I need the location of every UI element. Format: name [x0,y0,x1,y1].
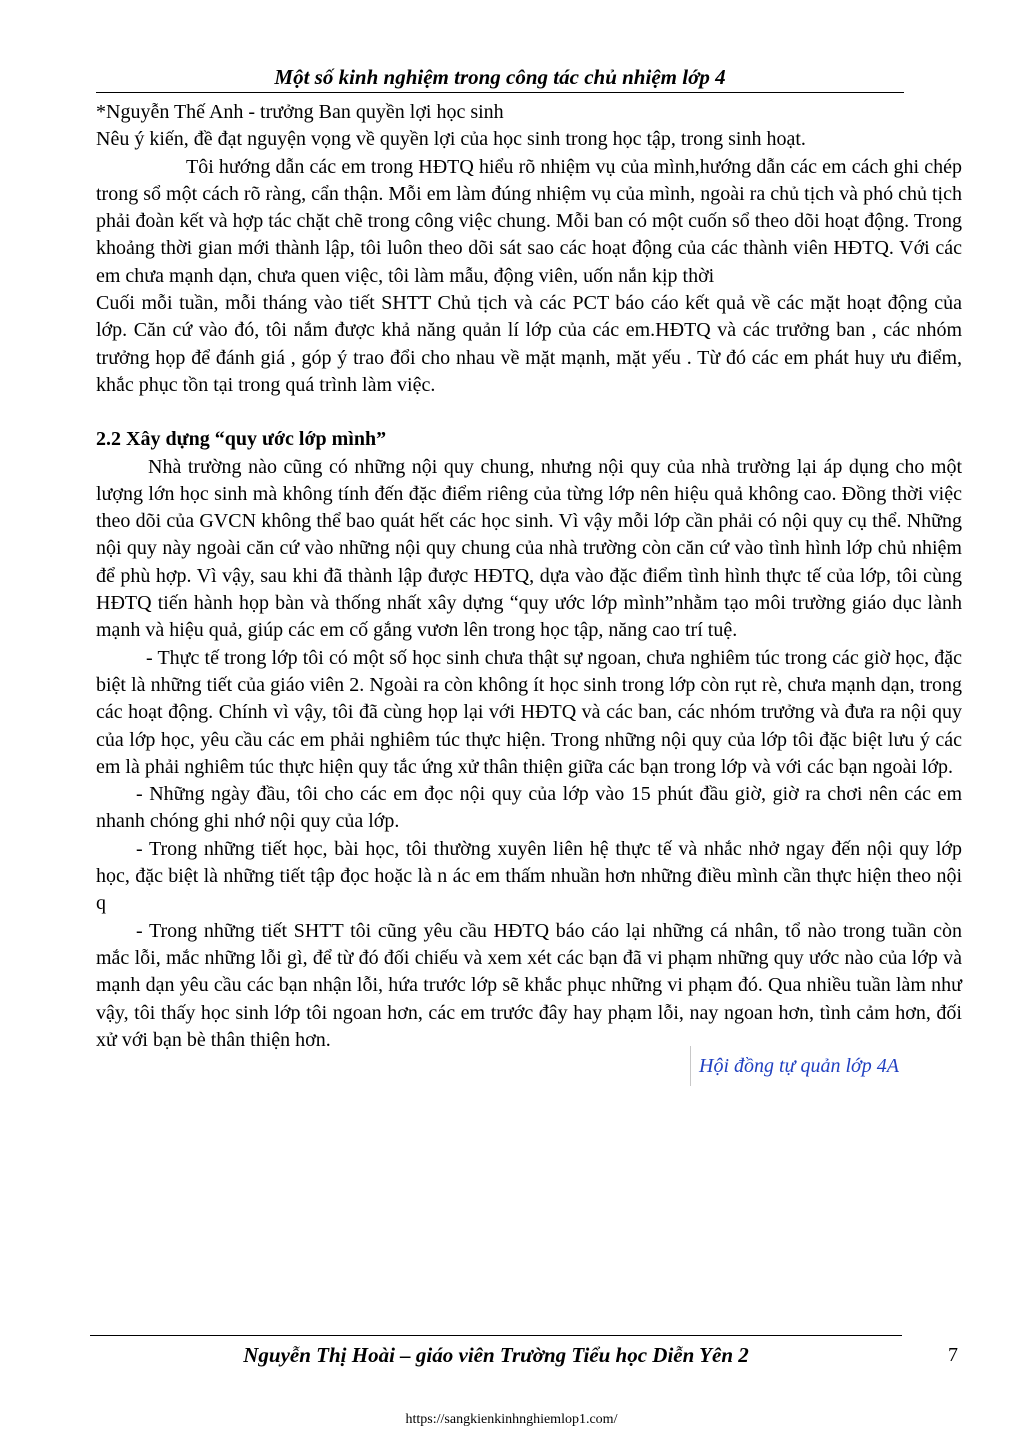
page-number: 7 [948,1344,958,1366]
page-header-title: Một số kinh nghiệm trong công tác chủ nhiệm lớp 4 [274,65,726,89]
paragraph-guidance: Tôi hướng dẫn các em trong HĐTQ hiểu rõ nhiệm vụ của mình,hướng dẫn các em cách ghi chép trong sổ một cách rõ ràng, cẩn thận. Mỗi em làm đúng nhiệm vụ của mình, ngoài ra chủ tịch và phó chủ tịch phải đoàn kết và hợp tác chặt chẽ trong công việc chung. Mỗi ban có một cuốn sổ theo dõi hoạt động. Trong khoảng thời gian mới thành lập, tôi luôn theo dõi sát sao các hoạt động của các thành viên HĐTQ. Với các em chưa mạnh dạn, chưa quen việc, tôi làm mẫu, động viên, uốn nắn kịp thời [96,155,962,287]
image-caption-callout: Hội đồng tự quản lớp 4A [690,1046,930,1086]
paragraph-first-days: - Những ngày đầu, tôi cho các em đọc nội quy của lớp vào 15 phút đầu giờ, giờ ra chơi nên các em nhanh chóng ghi nhớ nội quy của lớp. [96,783,962,833]
paragraph-lessons [96,836,962,918]
paragraph-shtt: - Trong những tiết SHTT tôi cũng yêu cầu HĐTQ báo cáo lại những cá nhân, tổ nào trong tuần còn mắc lỗi, mắc những lỗi gì, để từ đó đối chiếu và xem xét các bạn đã vi phạm những quy ước nào của lớp và mạnh dạn yêu cầu các bạn nhận lỗi, hứa trước lớp sẽ khắc phục những vi phạm đó. Qua nhiều tuần làm như vậy, tôi thấy học sinh lớp tôi ngoan hơn, các em trước đây hay phạm lỗi, nay ngoan hơn, tình cảm hơn, đối xử với bạn bè thân thiện hơn. [96,919,962,1051]
source-url: https://sangkienkinhnghiemlop1.com/ [405,1412,618,1427]
paragraph-weekly-report: Cuối mỗi tuần, mỗi tháng vào tiết SHTT Chủ tịch và các PCT báo cáo kết quả về các mặt hoạt động của lớp. Căn cứ vào đó, tôi nắm được khả năng quản lí lớp của các em.HĐTQ và các trưởng ban , các nhóm trưởng họp để đánh giá , góp ý trao đổi cho nhau về mặt mạnh, mặt yếu . Từ đó các em phát huy ưu điểm, khắc phục tồn tại trong quá trình làm việc. [96,292,962,396]
document-body [96,99,962,1054]
header-rule [96,92,904,93]
paragraph-school-rules: Nhà trường nào cũng có những nội quy chung, nhưng nội quy của nhà trường lại áp dụng cho một lượng lớn học sinh mà không tính đến đặc điểm riêng của từng lớp nên hiệu quả không cao. Đồng thời việc theo dõi của GVCN không thể bao quát hết các học sinh. Vì vậy mỗi lớp cần phải có nội quy cụ thể. Những nội quy này ngoài căn cứ vào những nội quy chung của nhà trường còn căn cứ vào tình hình lớp chủ nhiệm để phù hợp. Vì vậy, sau khi đã thành lập được HĐTQ, dựa vào đặc điểm tình hình thực tế của lớp, tôi cùng HĐTQ tiến hành họp bàn và thống nhất xây dựng “quy ước lớp mình”nhằm tạo môi trường giáo dục lành mạnh và hiệu quả, giúp các em cố gắng vươn lên trong học tập, năng cao trí tuệ. [96,455,962,642]
lessons-text-start: - Trong những tiết học, bài học, tôi thường xuyên liên hệ thực tế và nhắc nhở ngay đến nội quy lớp học, đặc biệt là những tiết tập đọc hoặc là n [96,837,962,888]
paragraph-duty: Nêu ý kiến, đề đạt nguyện vọng về quyền lợi của học sinh trong học tập, trong sinh hoạt. [96,128,806,151]
footer-author: Nguyễn Thị Hoài – giáo viên Trường Tiểu học Diễn Yên 2 [243,1343,749,1367]
section-heading: 2.2 Xây dựng “quy ước lớp mình” [96,428,387,451]
paragraph-member: *Nguyễn Thế Anh - trưởng Ban quyền lợi học sinh [96,101,504,123]
lessons-text-end: ác em thấm nhuần hơn những điều mình cần thực hiện theo nội q [96,865,963,915]
footer-rule [90,1335,902,1336]
paragraph-reality: - Thực tế trong lớp tôi có một số học sinh chưa thật sự ngoan, chưa nghiêm túc trong các giờ học, đặc biệt là những tiết của giáo viên 2. Ngoài ra còn không ít học sinh trong lớp còn rụt rè, chưa mạnh dạn, trong các hoạt động. Chính vì vậy, tôi đã cùng họp lại với HĐTQ và các ban, các nhóm trưởng và đưa ra nội quy của lớp học, yêu cầu các em phải nghiêm túc thực hiện. Trong những nội quy của lớp tôi đặc biệt lưu ý các em là phải nghiêm túc thực hiện quy tắc ứng xử thân thiện giữa các bạn trong lớp và với các bạn ngoài lớp. [96,646,962,778]
